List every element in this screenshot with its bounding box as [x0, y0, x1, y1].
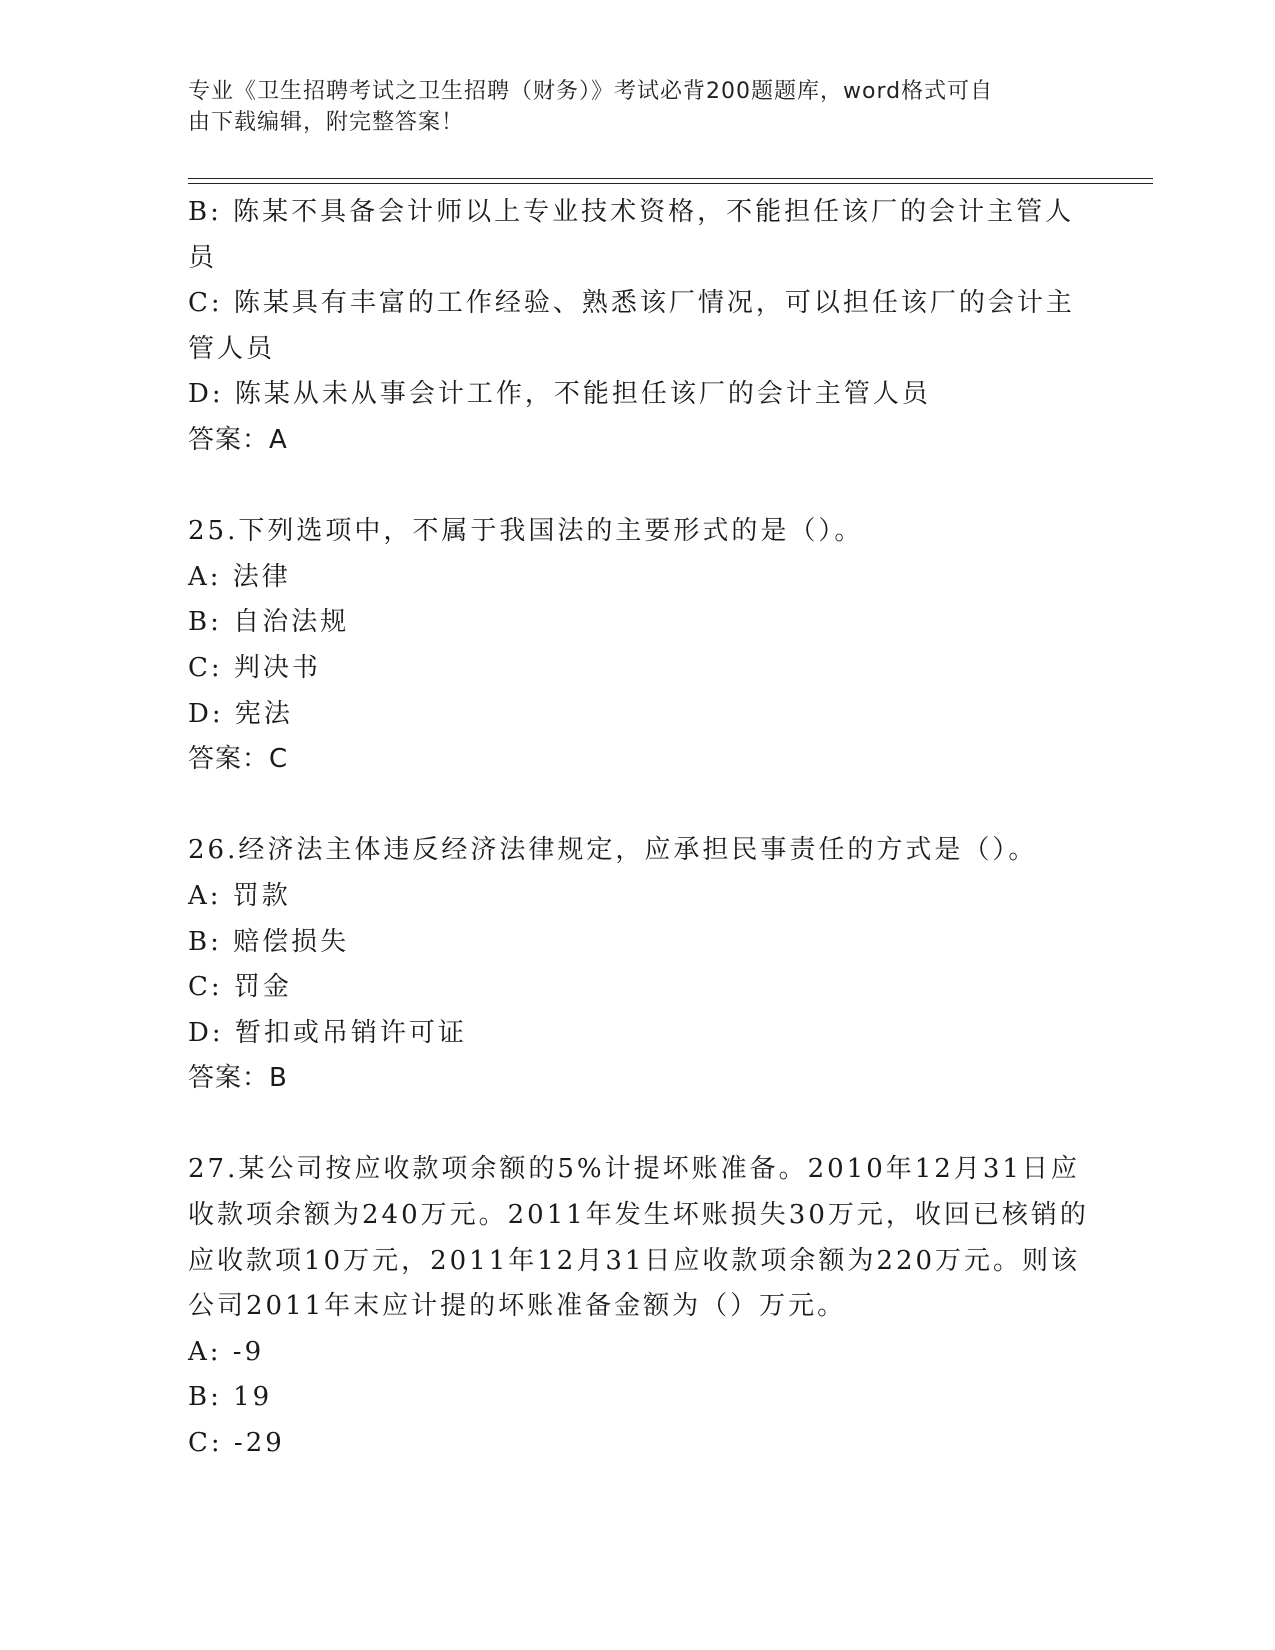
question-stem-line-4: 公司2011年末应计提的坏账准备金额为（）万元。 — [188, 1291, 847, 1322]
option-c: C: -29 — [188, 1428, 285, 1459]
option-a: A: 法律 — [188, 561, 291, 592]
answer: 答案：B — [188, 1063, 288, 1094]
question-stem-line-1: 27.某公司按应收款项余额的5%计提坏账准备。2010年12月31日应 — [188, 1154, 1080, 1185]
answer: 答案：A — [188, 424, 288, 455]
header-divider-bottom — [188, 183, 1153, 184]
option-c-line-1: C: 陈某具有丰富的工作经验、熟悉该厂情况，可以担任该厂的会计主 — [188, 288, 1075, 319]
header-divider-top — [188, 178, 1153, 179]
option-b: B: 自治法规 — [188, 607, 350, 638]
question-stem: 25.下列选项中，不属于我国法的主要形式的是（）。 — [188, 516, 864, 547]
question-27 — [188, 1147, 1088, 1466]
document-header — [188, 76, 1068, 138]
option-b: B: 19 — [188, 1382, 273, 1413]
option-d: D: 宪法 — [188, 698, 293, 729]
question-26 — [188, 828, 1088, 1102]
question-25 — [188, 509, 1088, 783]
header-line-1: 专业《卫生招聘考试之卫生招聘（财务）》考试必背200题题库，word格式可自 — [188, 79, 994, 104]
header-line-2: 由下载编辑，附完整答案！ — [188, 110, 465, 135]
option-c-line-2: 管人员 — [188, 333, 276, 364]
spacer — [188, 1102, 1088, 1148]
spacer — [188, 783, 1088, 829]
answer: 答案：C — [188, 744, 289, 775]
option-b: B: 赔偿损失 — [188, 926, 350, 957]
question-stem-line-3: 应收款项10万元，2011年12月31日应收款项余额为220万元。则该 — [188, 1245, 1081, 1276]
option-d: D: 陈某从未从事会计工作，不能担任该厂的会计主管人员 — [188, 379, 931, 410]
spacer — [188, 464, 1088, 510]
option-a: A: -9 — [188, 1336, 265, 1367]
option-a: A: 罚款 — [188, 880, 291, 911]
option-c: C: 判决书 — [188, 652, 321, 683]
previous-question-block — [188, 190, 1088, 464]
question-stem: 26.经济法主体违反经济法律规定，应承担民事责任的方式是（）。 — [188, 835, 1038, 866]
option-c: C: 罚金 — [188, 972, 292, 1003]
question-stem-line-2: 收款项余额为240万元。2011年发生坏账损失30万元，收回已核销的 — [188, 1200, 1089, 1231]
option-b-line-2: 员 — [188, 242, 218, 273]
question-content — [188, 190, 1088, 1467]
option-d: D: 暂扣或吊销许可证 — [188, 1017, 467, 1048]
option-b-line-1: B: 陈某不具备会计师以上专业技术资格，不能担任该厂的会计主管人 — [188, 197, 1075, 227]
